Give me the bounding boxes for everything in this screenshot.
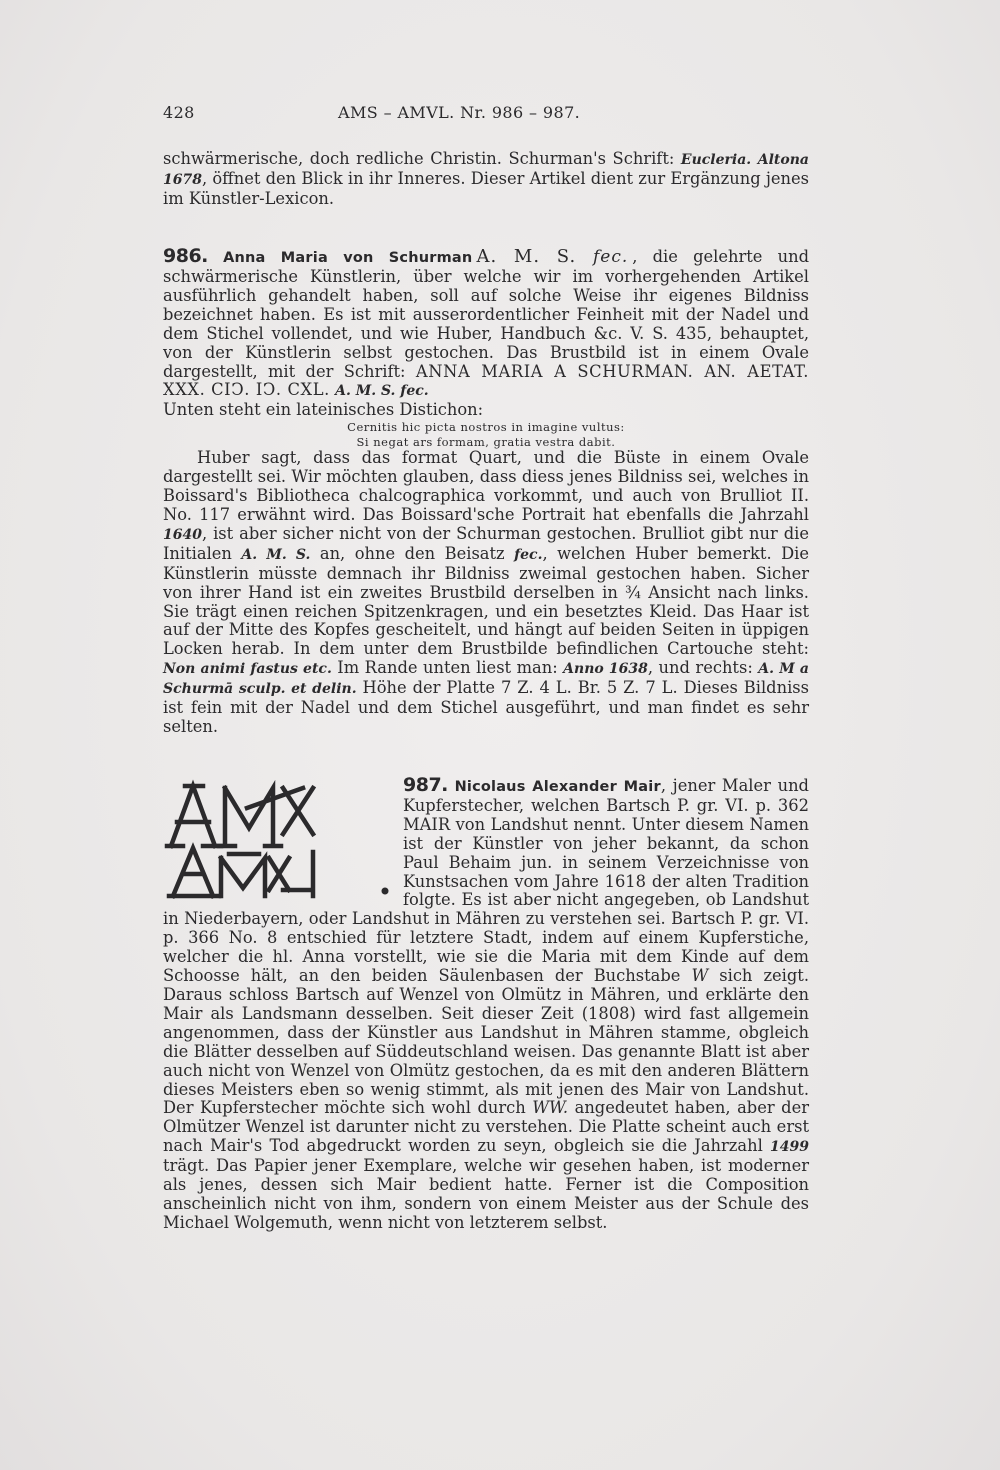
monogram-dot xyxy=(382,888,389,895)
monogram-stroke xyxy=(219,788,281,846)
monogram-letters: A. M. S. xyxy=(476,246,577,267)
page-number: 428 xyxy=(163,103,195,122)
entry-986-text-g: , und rechts: xyxy=(647,658,759,678)
ams-monogram-float xyxy=(476,246,628,267)
intro-place-date: Altona 1678 xyxy=(163,152,809,188)
entry-987-text-c: angedeutet haben, aber der Olmützer Wenzel ist darunter nicht zu verstehen. Die Platte scheint auch erst nach Mair's Tod abgedruckt worden zu seyn, obgleich sie die Jahrzahl xyxy=(163,1098,810,1156)
entry-986-text-e: , welchen Huber bemerkt. Die Künstlerin müsste demnach ihr Bildniss zweimal gestochen haben. Sicher von ihrer Hand ist ein zweites Brustbild derselben in ¾ Ansicht nach links. Sie trägt einen reichen Spitzenkragen, und ein besetztes Kleid. Das Haar ist auf der Mitte des Kopfes gescheitelt, und hängt auf beiden Seiten in üppigen Locken herab. In dem unter dem Brustbilde befindlichen Cartouche steht: xyxy=(163,543,809,659)
entry-987-text-b: sich zeigt. Daraus schloss Bartsch auf Wenzel von Olmütz in Mähren, und erklärte den Mair als Landsmann desselben. Seit dieser Zeit (1808) wird fast allgemein angenommen, dass der Künstler aus Landshut in Mähren stamme, obgleich die Blätter desselben auf Süddeutschland weisen. Das genannte Blatt ist aber auch nicht von Wenzel von Olmütz gestochen, da es mit den anderen Blättern dieses Meisters eben so wenig stimmt, als mit jenen des Mair von Landshut. Der Kupferstecher möchte sich wohl durch xyxy=(163,966,810,1118)
anno-1638: Anno 1638 xyxy=(563,661,648,678)
entry-986-text-c: , ist aber sicher nicht von der Schurman gestochen. Brulliot gibt nur die Initialen xyxy=(163,523,809,563)
entry-986 xyxy=(163,246,809,737)
letter-w: W xyxy=(691,966,709,986)
entry-987 xyxy=(163,776,809,1233)
inscription-signature: A. M. S. fec. xyxy=(335,383,429,400)
entry-987-text-d: trägt. Das Papier jener Exemplare, welche wir gesehen haben, ist moderner als jenes, dessen sich Mair bedient hatte. Ferner ist die Composition anscheinlich nicht von ihm, sondern von einem Meister aus der Schule des Michael Wolgemuth, wenn nicht von letzterem selbst. xyxy=(163,1156,809,1232)
monogram-stroke xyxy=(167,786,221,846)
intro-text-2: , öffnet den Blick in ihr Inneres. Dieser Artikel dient zur Ergänzung jenes im Künstler-Lexicon. xyxy=(163,168,809,208)
portrait-inscription: ANNA MARIA A SCHURMAN. AN. AETAT. XXX. CIↃ. IↃ. CXL. xyxy=(163,361,809,400)
year-1640: 1640 xyxy=(163,526,202,543)
letters-ww: WW. xyxy=(532,1098,569,1118)
initials-ams: A. M. S. xyxy=(241,546,311,563)
monogram-stroke xyxy=(269,852,313,896)
distichon-intro: Unten steht ein lateinisches Distichon: xyxy=(163,400,484,420)
entry-986-text-h: Höhe der Platte 7 Z. 4 L. Br. 5 Z. 7 L. Dieses Bildniss ist fein mit der Nadel und dem Stichel ausgeführt, und man findet es sehr selten. xyxy=(163,678,810,736)
entry-number: 986. xyxy=(163,245,208,267)
engraver-signature: A. M a Schurmā sculp. et delin. xyxy=(163,661,809,698)
distichon-line-2: Si negat ars formam, gratia vestra dabit. xyxy=(356,434,616,449)
entry-986-text-d: an, ohne den Beisatz xyxy=(310,543,515,563)
entry-987-text-a: , jener Maler und Kupferstecher, welchen Bartsch P. gr. VI. p. 362 MAIR von Landshut nennt. Unter diesem Namen ist der Künstler von jeher bekannt, da schon Paul Behaim jun. in seinem Verzeichnisse von Kunstsachen vom Jahre 1618 der alten Tradition folgte. Es ist aber nicht angegeben, ob Landshut in Niederbayern, oder Landshut in Mähren zu verstehen sei. Bartsch P. gr. VI. p. 366 No. 8 entschied für letztere Stadt, indem auf einem Kupferstiche, welcher die hl. Anna vorstellt, wie sie die Maria mit dem Kinde auf dem Schoosse hält, an den beiden Säulenbasen der Buchstabe xyxy=(163,776,809,986)
distichon-line-1: Cernitis hic picta nostros in imagine vultus: xyxy=(347,420,625,435)
intro-paragraph xyxy=(163,150,809,209)
entry-986-text-b: Huber sagt, dass das format Quart, und die Büste in einem Ovale dargestellt sei. Wir möchten glauben, dass diess jenes Bildniss sei, welches in Boissard's Bibliotheca chalcographica vorkommt, und auch von Brulliot II. No. 117 erwähnt wird. Das Boissard'sche Portrait hat ebenfalls die Jahrzahl xyxy=(163,448,809,524)
artist-name: Anna Maria von Schurman xyxy=(223,250,473,266)
year-1499: 1499 xyxy=(770,1139,809,1156)
running-title: AMS – AMVL. Nr. 986 – 987. xyxy=(338,103,581,122)
monogram-fec: fec. xyxy=(592,247,629,267)
intro-text-1: schwärmerische, doch redliche Christin. Schurman's Schrift: xyxy=(163,149,681,168)
entry-986-text-f: Im Rande unten liest man: xyxy=(331,658,564,678)
intro-work-title: Eucleria. xyxy=(680,152,752,168)
cartouche-motto: Non animi fastus etc. xyxy=(163,661,332,678)
artist-name: Nicolaus Alexander Mair xyxy=(454,779,661,795)
entry-number: 987. xyxy=(403,774,448,796)
monogram-holder xyxy=(163,776,403,904)
am-monogram-marks xyxy=(163,778,395,900)
page-header xyxy=(163,103,809,127)
monogram-stroke xyxy=(169,848,219,896)
fec-word: fec. xyxy=(514,546,543,563)
entry-986-text-a: , die gelehrte und schwärmerische Künstlerin, über welche wir im vorhergehenden Artikel ausführlich gehandelt haben, soll auf solche Weise ihr eigenes Bildniss bezeichnet haben. Es ist mit ausserordentlicher Feinheit mit der Nadel und dem Stichel vollendet, und wie Huber, Handbuch &c. V. S. 435, behauptet, von der Künstlerin selbst gestochen. Das Brustbild ist in einem Ovale dargestellt, mit der Schrift: xyxy=(163,247,809,381)
monogram-stroke xyxy=(221,854,265,896)
